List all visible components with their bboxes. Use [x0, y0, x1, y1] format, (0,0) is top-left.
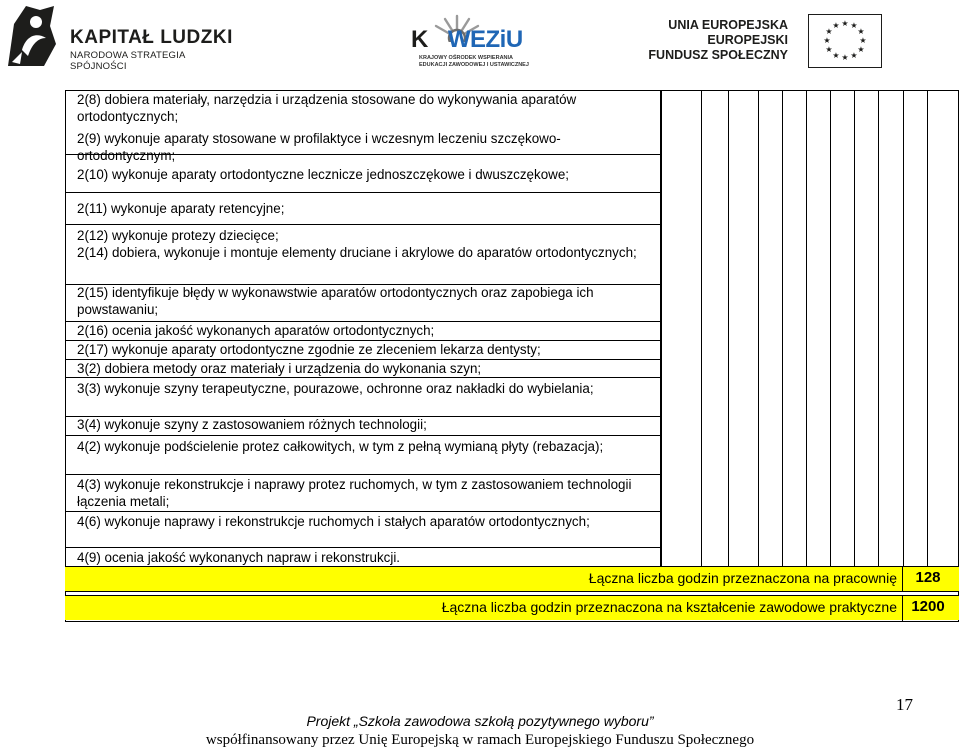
kowezu-subtitle-line1: KRAJOWY OŚRODEK WSPIERANIA	[419, 55, 514, 61]
total-hours-row	[65, 596, 959, 620]
skill-row-3-4: 3(4) wykonuje szyny z zastosowaniem różnych technologii;	[77, 417, 427, 432]
kapital-ludzki-subtitle: NARODOWA STRATEGIA SPÓJNOŚCI	[70, 50, 185, 72]
lab-hours-row	[65, 567, 959, 591]
skill-row-2-12: 2(12) wykonuje protezy dziecięce;	[77, 228, 279, 243]
lab-hours-label: Łączna liczba godzin przeznaczona na pracownię	[588, 570, 897, 586]
svg-text:★: ★	[825, 27, 833, 36]
ue-line-3: FUNDUSZ SPOŁECZNY	[648, 48, 788, 62]
svg-text:★: ★	[850, 21, 858, 30]
kapital-ludzki-logo	[6, 4, 236, 72]
kapital-ludzki-title: KAPITAŁ LUDZKI	[70, 27, 233, 48]
skill-row-4-3: 4(3) wykonuje rekonstrukcje i naprawy protez ruchomych, w tym z zastosowaniem technologii łączenia metali;	[77, 477, 632, 509]
skill-row-2-15: 2(15) identyfikuje błędy w wykonawstwie aparatów ortodontycznych oraz zapobiega ich powstawaniu;	[77, 285, 594, 317]
svg-text:★: ★	[841, 19, 849, 28]
kowezu-subtitle	[419, 55, 539, 68]
skill-row-2-11: 2(11) wykonuje aparaty retencyjne;	[77, 201, 285, 216]
svg-text:★: ★	[823, 36, 831, 45]
svg-text:★: ★	[857, 45, 865, 54]
footer-funding-note: współfinansowany przez Unię Europejską w ramach Europejskiego Funduszu Społecznego	[205, 732, 755, 748]
kowezu-title-rest: WEZiU	[447, 26, 523, 53]
svg-text:★: ★	[841, 53, 849, 62]
svg-text:★: ★	[832, 51, 840, 60]
skill-row-3-2: 3(2) dobiera metody oraz materiały i urządzenia do wykonania szyn;	[77, 361, 482, 376]
skill-row-2-9: 2(9) wykonuje aparaty stosowane w profilaktyce i wczesnym leczeniu szczękowo-ortodontycznym;	[77, 131, 561, 163]
svg-text:★: ★	[825, 45, 833, 54]
skill-row-3-3: 3(3) wykonuje szyny terapeutyczne, pourazowe, ochronne oraz nakładki do wybielania;	[77, 381, 594, 396]
skill-row-4-2: 4(2) wykonuje podścielenie protez całkowitych, w tym z pełną wymianą płyty (rebazacja);	[77, 439, 604, 454]
svg-text:★: ★	[859, 36, 867, 45]
svg-text:★: ★	[850, 51, 858, 60]
footer-project-title: Projekt „Szkoła zawodowa szkołą pozytywnego wyboru”	[306, 713, 654, 729]
kowezu-subtitle-line2: EDUKACJI ZAWODOWEJ I USTAWICZNEJ	[419, 61, 529, 68]
eu-flag-icon	[808, 14, 882, 68]
skill-row-2-8: 2(8) dobiera materiały, narzędzia i urządzenia stosowane do wykonywania aparatów ortodontycznych;	[77, 92, 577, 124]
lab-hours-value: 128	[915, 569, 941, 586]
skill-row-2-10: 2(10) wykonuje aparaty ortodontyczne lecznicze jednoszczękowe i dwuszczękowe;	[77, 167, 569, 182]
kapital-ludzki-emblem-icon	[6, 4, 58, 68]
svg-text:★: ★	[857, 27, 865, 36]
skill-row-2-17: 2(17) wykonuje aparaty ortodontyczne zgodnie ze zleceniem lekarza dentysty;	[77, 342, 541, 357]
skill-row-4-6: 4(6) wykonuje naprawy i rekonstrukcje ruchomych i stałych aparatów ortodontycznych;	[77, 514, 590, 529]
skill-row-4-9: 4(9) ocenia jakość wykonanych napraw i rekonstrukcji.	[77, 550, 401, 565]
skill-row-2-16: 2(16) ocenia jakość wykonanych aparatów ortodontycznych;	[77, 323, 435, 338]
ue-text-block	[648, 18, 788, 63]
kowezu-logo	[405, 12, 535, 70]
kowezu-title-k: K	[411, 26, 428, 53]
skill-row-2-14: 2(14) dobiera, wykonuje i montuje elementy druciane i akrylowe do aparatów ortodontycznych;	[77, 245, 637, 260]
ue-line-2: EUROPEJSKI	[707, 33, 788, 47]
total-hours-label: Łączna liczba godzin przeznaczona na kształcenie zawodowe praktyczne	[441, 599, 897, 615]
ue-line-1: UNIA EUROPEJSKA	[668, 18, 788, 32]
svg-text:★: ★	[832, 21, 840, 30]
total-hours-value: 1200	[911, 598, 945, 615]
kowezu-title	[411, 26, 523, 54]
curriculum-table	[65, 90, 959, 622]
page-number: 17	[896, 695, 913, 714]
unia-europejska-logo	[648, 18, 882, 68]
